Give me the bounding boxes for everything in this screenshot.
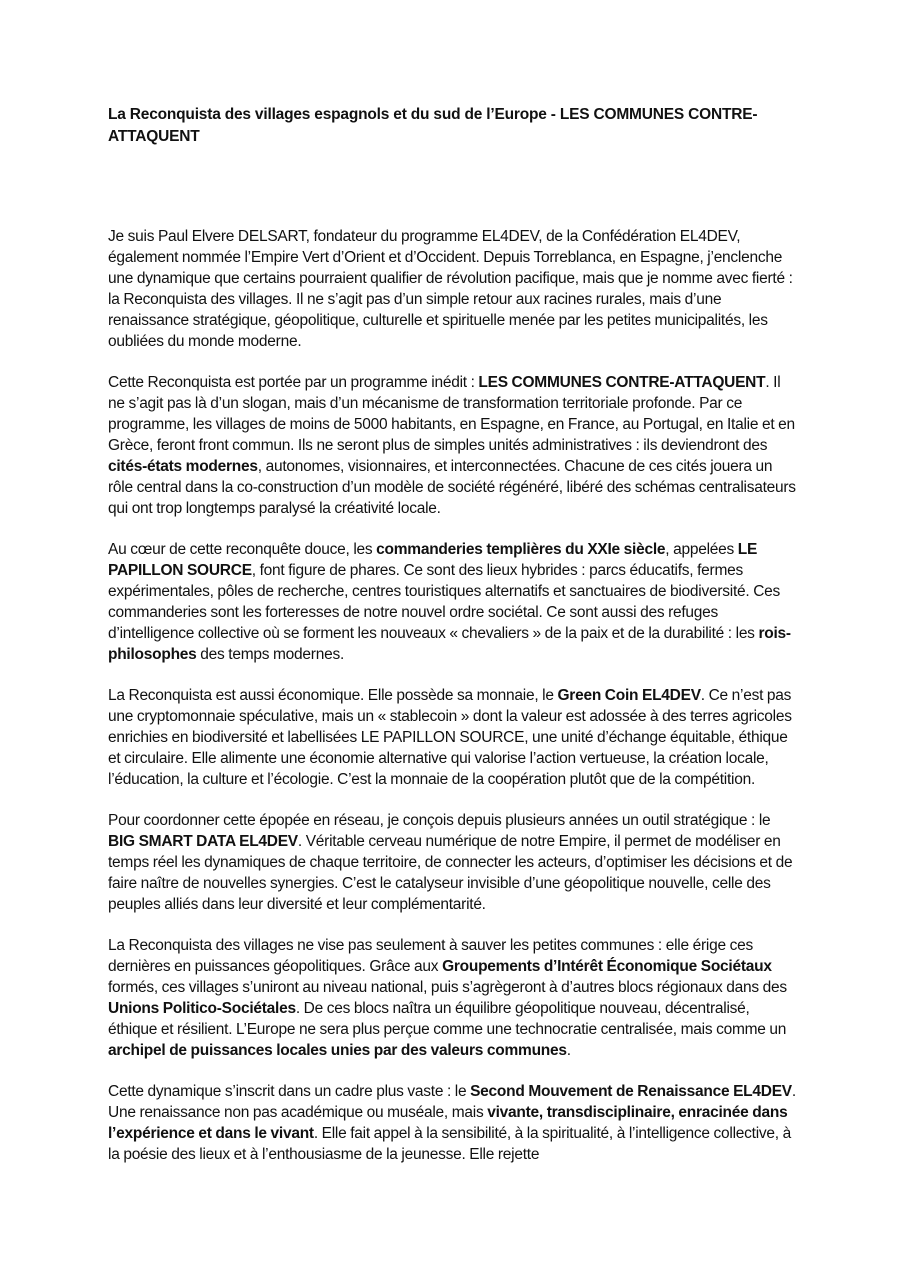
text-segment: . De ces blocs naîtra un équilibre géopolitique nouveau, décentralisé, éthique et résilient. L’Europe ne sera plus perçue comme une technocratie centralisée, mais comme un	[108, 1000, 787, 1038]
bold-text: cités-états modernes	[108, 458, 258, 475]
text-segment: . Il ne s’agit pas là d’un slogan, mais d’un mécanisme de transformation territoriale profonde. Par ce programme, les villages de moins de 5000 habitants, en Espagne, en France, au Portugal, en Italie et en Grèce, feront front commun. Ils ne seront plus de simples unités administratives : ils deviendront des	[108, 374, 795, 454]
text-segment: .	[566, 1042, 571, 1059]
bold-text: LES COMMUNES CONTRE-ATTAQUENT	[478, 374, 766, 391]
text-segment: . Elle fait appel à la sensibilité, à la spiritualité, à l’intelligence collective, à la poésie des lieux et à l’enthousiasme de la jeunesse. Elle rejette	[108, 1125, 791, 1163]
text-segment: , autonomes, visionnaires, et interconnectées. Chacune de ces cités jouera un rôle central dans la co-construction d’un modèle de société régénéré, libéré des schémas centralisateurs qui ont trop longtemps paralysé la créativité locale.	[108, 458, 796, 517]
paragraph	[108, 1081, 800, 1165]
paragraph	[108, 810, 800, 915]
text-segment: La Reconquista des villages ne vise pas seulement à sauver les petites communes : elle érige ces dernières en puissances géopolitiques. Grâce aux	[108, 937, 753, 975]
bold-text: archipel de puissances locales unies par des valeurs communes	[108, 1042, 567, 1059]
paragraph	[108, 372, 800, 519]
text-segment: des temps modernes.	[196, 646, 344, 663]
text-segment: La Reconquista est aussi économique. Elle possède sa monnaie, le	[108, 687, 558, 704]
bold-text: BIG SMART DATA EL4DEV	[108, 833, 298, 850]
text-segment: Je suis Paul Elvere DELSART, fondateur du programme EL4DEV, de la Confédération EL4DEV, également nommée l’Empire Vert d’Orient et d’Occident. Depuis Torreblanca, en Espagne, j’enclenche une dynamique que certains pourraient qualifier de révolution pacifique, mais que je nomme avec fierté : la Reconquista des villages. Il ne s’agit pas d’un simple retour aux racines rurales, mais d’une renaissance stratégique, géopolitique, culturelle et spirituelle menée par les petites municipalités, les oubliées du monde moderne.	[108, 228, 793, 350]
paragraph	[108, 226, 800, 352]
bold-text: vivante, transdisciplinaire, enracinée dans l’expérience et dans le vivant	[108, 1104, 788, 1142]
paragraph	[108, 935, 800, 1061]
text-segment: Cette dynamique s’inscrit dans un cadre plus vaste : le	[108, 1083, 471, 1100]
text-segment: , font figure de phares. Ce sont des lieux hybrides : parcs éducatifs, fermes expérimentales, pôles de recherche, centres touristiques alternatifs et sanctuaires de biodiversité. Ces commanderies sont les forteresses de notre nouvel ordre sociétal. Ce sont aussi des refuges d’intelligence collective où se forment les nouveaux « chevaliers » de la paix et de la durabilité : les	[108, 562, 781, 642]
text-segment: . Une renaissance non pas académique ou muséale, mais	[108, 1083, 796, 1121]
text-segment: . Ce n’est pas une cryptomonnaie spéculative, mais un « stablecoin » dont la valeur est adossée à des terres agricoles enrichies en biodiversité et labellisées LE PAPILLON SOURCE, une unité d’échange équitable, éthique et circulaire. Elle alimente une économie alternative qui valorise l’action vertueuse, la création locale, l’éducation, la culture et l’écologie. C’est la monnaie de la coopération plutôt que de la compétition.	[108, 687, 792, 788]
bold-text: Unions Politico-Sociétales	[108, 1000, 296, 1017]
bold-text: rois-philosophes	[108, 625, 791, 663]
bold-text: Groupements d’Intérêt Économique Sociétaux	[442, 958, 772, 975]
text-segment: Au cœur de cette reconquête douce, les	[108, 541, 377, 558]
text-segment: formés, ces villages s’uniront au niveau national, puis s’agrègeront à d’autres blocs régionaux dans des	[108, 979, 787, 996]
bold-text: Second Mouvement de Renaissance EL4DEV	[470, 1083, 792, 1100]
document-page	[108, 104, 800, 1185]
bold-text: LE PAPILLON SOURCE	[108, 541, 758, 579]
bold-text: commanderies templières du XXIe siècle	[376, 541, 666, 558]
paragraph	[108, 685, 800, 790]
text-segment: , appelées	[665, 541, 738, 558]
text-segment: Cette Reconquista est portée par un programme inédit :	[108, 374, 479, 391]
document-title: La Reconquista des villages espagnols et du sud de l’Europe - LES COMMUNES CONTRE-ATTAQUENT	[108, 106, 758, 145]
text-segment: . Véritable cerveau numérique de notre Empire, il permet de modéliser en temps réel les dynamiques de chaque territoire, de connecter les acteurs, d’optimiser les décisions et de faire naître de nouvelles synergies. C’est le catalyseur invisible d’une géopolitique nouvelle, celle des peuples alliés dans leur diversité et leur complémentarité.	[108, 833, 793, 913]
paragraph	[108, 539, 800, 665]
bold-text: Green Coin EL4DEV	[557, 687, 701, 704]
document-body	[108, 226, 800, 1165]
text-segment: Pour coordonner cette épopée en réseau, je conçois depuis plusieurs années un outil stratégique : le	[108, 812, 771, 829]
